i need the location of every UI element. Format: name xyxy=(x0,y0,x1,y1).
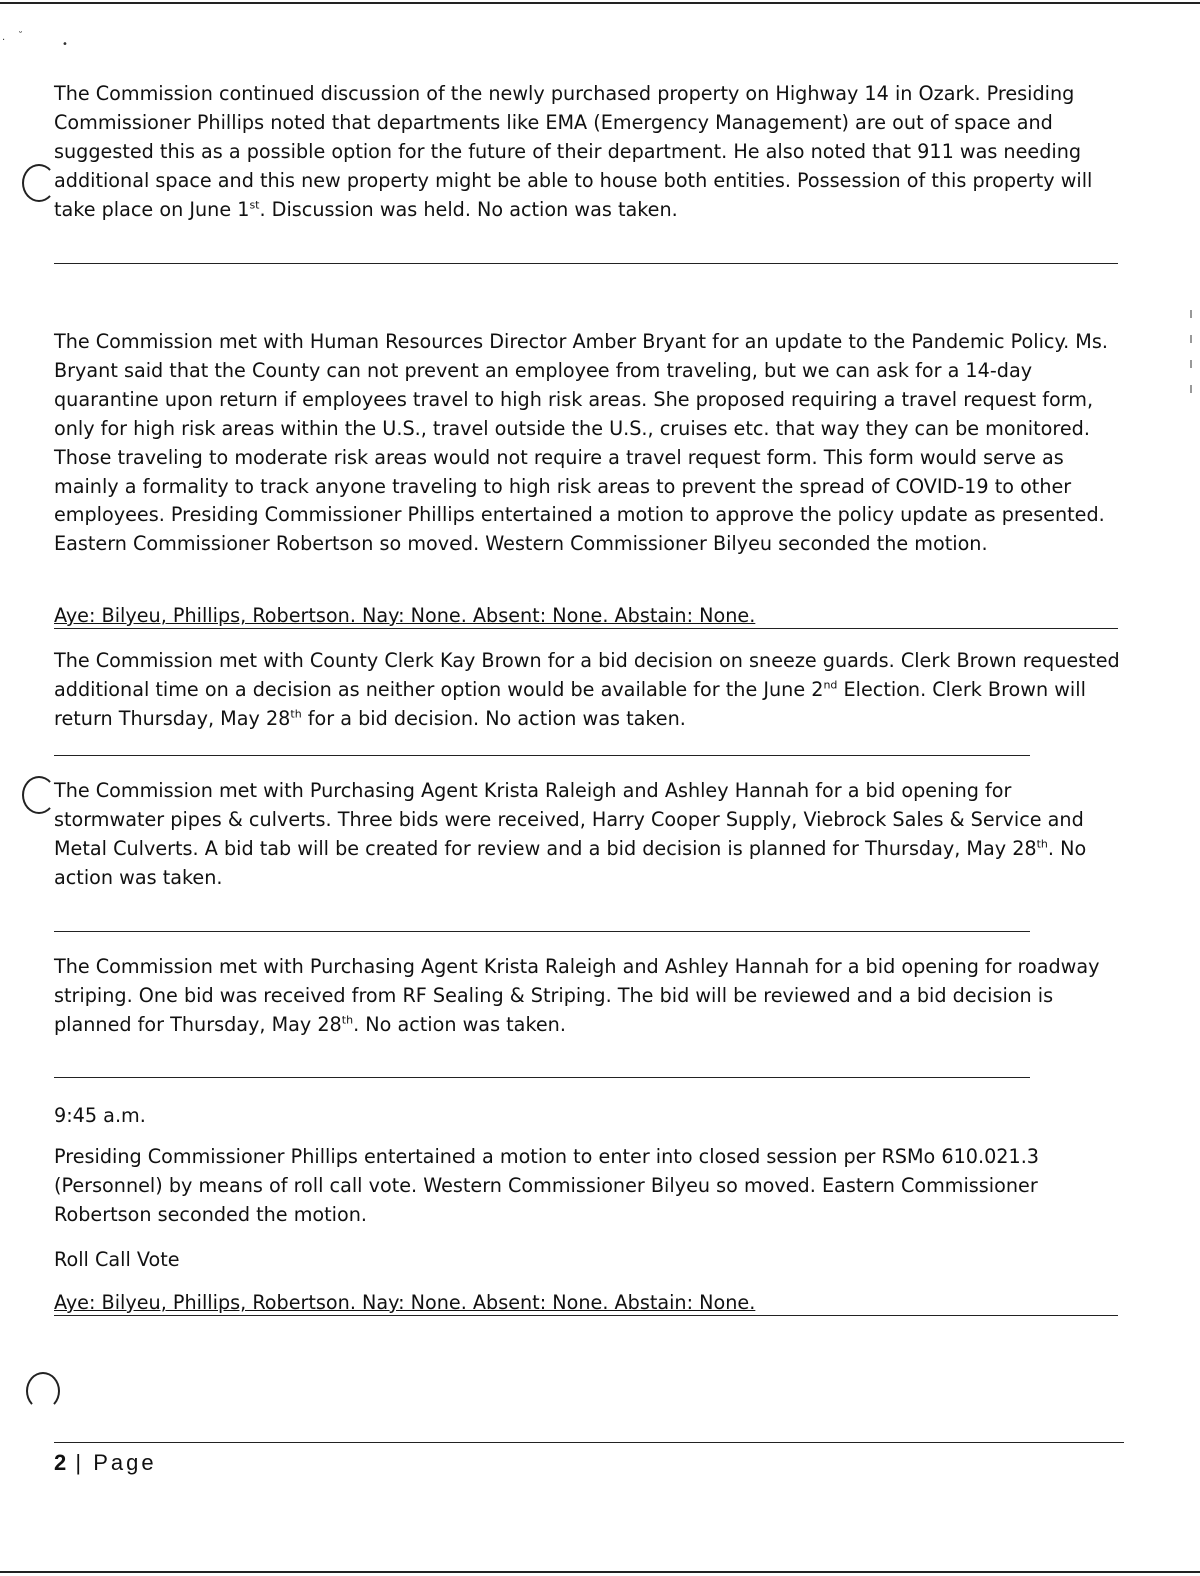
paragraph-sneeze-guards: The Commission met with County Clerk Kay Brown for a bid decision on sneeze guards. Clerk Brown requested additional time on a decision as neither option would be available for the June 2nd Election. Clerk Brown will return Thursday, May 28th for a bid decision. No action was taken. xyxy=(54,649,1120,730)
page-word: Page xyxy=(93,1450,157,1475)
scan-mark xyxy=(1190,310,1192,318)
scan-mark xyxy=(1190,360,1192,368)
hole-punch-icon xyxy=(22,164,56,202)
paragraph-closed-session: Presiding Commissioner Phillips entertained a motion to enter into closed session per RSMo 610.021.3 (Personnel) by means of roll call vote. Western Commissioner Bilyeu so moved. Eastern Commissioner Robertson seconded the motion. xyxy=(54,1145,1040,1226)
scan-speck: ˘ xyxy=(18,31,23,42)
page-separator: | xyxy=(75,1450,85,1475)
page-top-border xyxy=(0,2,1200,4)
page-footer xyxy=(54,1450,157,1476)
vote-result-2: Aye: Bilyeu, Phillips, Robertson. Nay: None. Absent: None. Abstain: None. xyxy=(54,1291,1118,1316)
footer-divider xyxy=(54,1442,1124,1443)
paragraph-highway-property: The Commission continued discussion of the newly purchased property on Highway 14 in Ozark. Presiding Commissioner Phillips noted that departments like EMA (Emergency Management) are out of space and suggested this as a possible option for the future of their department. He also noted that 911 was needing additional space and this new property might be able to house both entities. Possession of this property will take place on June 1st. Discussion was held. No action was taken. xyxy=(54,82,1093,221)
scan-mark xyxy=(1190,335,1192,343)
section-divider xyxy=(54,1077,1030,1078)
paragraph-pandemic-policy: The Commission met with Human Resources Director Amber Bryant for an update to the Pandemic Policy. Ms. Bryant said that the County can not prevent an employee from traveling, but we can ask for a 14-day quarantine upon return if employees travel to high risk areas. She proposed requiring a travel request form, only for high risk areas within the U.S., travel outside the U.S., cruises etc. that way they can be monitored. Those traveling to moderate risk areas would not require a travel request form. This form would serve as mainly a formality to track anyone traveling to high risk areas to prevent the spread of COVID-19 to other employees. Presiding Commissioner Phillips entertained a motion to approve the policy update as presented. Eastern Commissioner Robertson so moved. Western Commissioner Bilyeu seconded the motion. xyxy=(54,330,1108,556)
hole-punch-icon xyxy=(26,1372,60,1410)
page-bottom-border xyxy=(0,1571,1200,1573)
section-divider xyxy=(54,755,1030,756)
paragraph-roadway-striping: The Commission met with Purchasing Agent Krista Raleigh and Ashley Hannah for a bid opening for roadway striping. One bid was received from RF Sealing & Striping. The bid will be reviewed and a bid decision is planned for Thursday, May 28th. No action was taken. xyxy=(54,955,1100,1036)
paragraph-stormwater-bid: The Commission met with Purchasing Agent Krista Raleigh and Ashley Hannah for a bid opening for stormwater pipes & culverts. Three bids were received, Harry Cooper Supply, Viebrock Sales & Service and Metal Culverts. A bid tab will be created for review and a bid decision is planned for Thursday, May 28th. No action was taken. xyxy=(54,779,1087,889)
hole-punch-icon xyxy=(22,776,56,814)
scan-mark xyxy=(1190,385,1192,393)
scan-speck: · xyxy=(2,35,6,46)
time-stamp: 9:45 a.m. xyxy=(54,1104,146,1127)
section-divider xyxy=(54,263,1118,264)
section-divider xyxy=(54,931,1030,932)
vote-result-1: Aye: Bilyeu, Phillips, Robertson. Nay: None. Absent: None. Abstain: None. xyxy=(54,604,1118,629)
page-number: 2 xyxy=(54,1450,67,1475)
roll-call-heading: Roll Call Vote xyxy=(54,1248,180,1271)
scan-speck: • xyxy=(62,39,68,50)
